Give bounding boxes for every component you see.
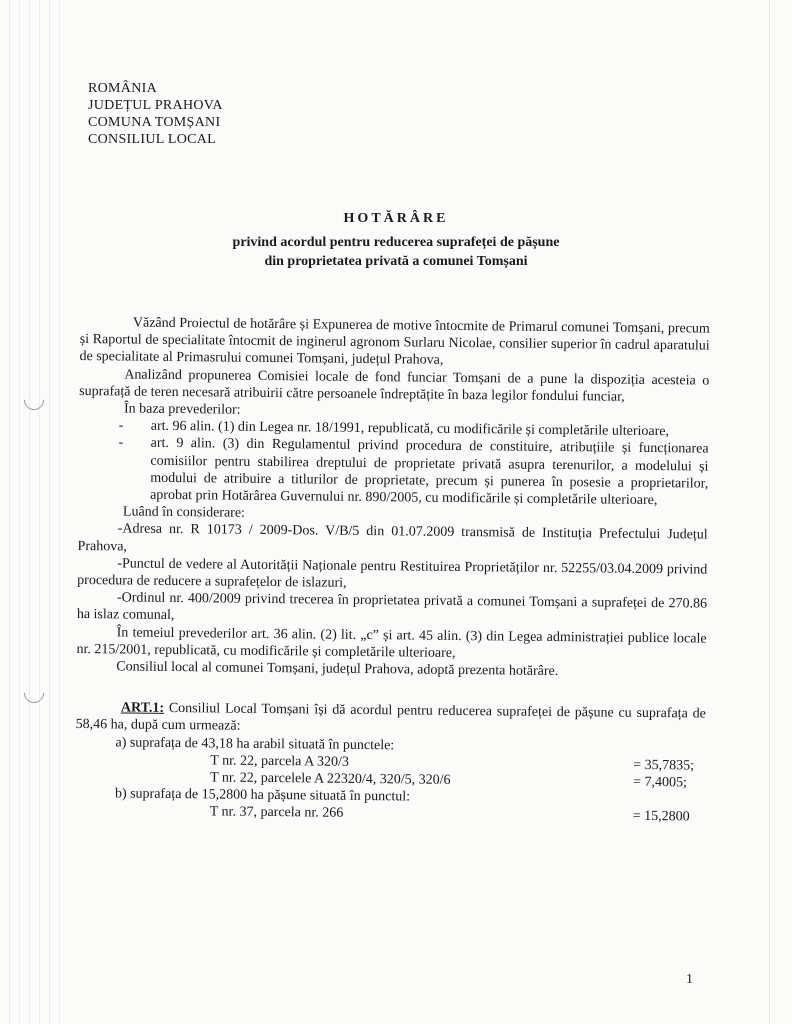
article-label: ART.1: [120, 700, 165, 717]
paragraph: -Ordinul nr. 400/2009 privind trecerea în proprietatea privată a comunei Tomșani a suprafeței de 270.86 ha islaz comunal, [76, 590, 708, 624]
parcel-label: T nr. 22, parcela A 320/3 [210, 753, 349, 770]
paragraph: În baza prevederilor: [123, 401, 241, 418]
header-commune: COMUNA TOMȘANI [88, 115, 221, 130]
parcel-area: = 15,2800 [632, 809, 690, 825]
title-subtitle-1: privind acordul pentru reducerea suprafeței de pășune [232, 235, 560, 250]
paragraph: Consiliul local al comunei Tomșani, județul Prahova, adoptă prezenta hotărâre. [116, 659, 559, 680]
page-number: 1 [686, 972, 693, 987]
paragraph: Luând în considerare: [122, 504, 246, 521]
list-item-text: art. 9 alin. (3) din Regulamentul privind procedura de constituire, atribuțiile și funcționarea comisiilor pentru stabilirea dreptului de proprietate privată asupra terenurilor, a modelului și modului de atribuire a titlurilor de proprietate, precum și punerea în posesie a proprietarilor, aprobat prin Hotărârea Guvernului nr. 890/2005, cu modificările și completările ulterioare, [150, 436, 709, 509]
document-body [75, 314, 710, 826]
header-country: ROMÂNIA [88, 81, 157, 96]
page-edge [769, 0, 770, 1024]
title-main: HOTĂRÂRE [343, 211, 449, 226]
parcel-area: = 7,4005; [633, 774, 687, 791]
list-item-text: art. 96 alin. (1) din Legea nr. 18/1991, republicată, cu modificările și completările ulterioare, [150, 418, 670, 440]
title-subtitle-2: din proprietatea privată a comunei Tomșani [264, 254, 528, 269]
parcel-label: T nr. 22, parcelele A 22320/4, 320/5, 320/6 [210, 770, 451, 788]
document-title [0, 211, 792, 271]
header-county: JUDEȚUL PRAHOVA [88, 98, 223, 113]
paragraph: -Punctul de vedere al Autorității Naționale pentru Restituirea Proprietăților nr. 52255/03.04.2009 privind procedura de reducere a suprafețelor de islazuri, [77, 556, 708, 591]
paragraph: În temeiul prevederilor art. 36 alin. (2) lit. „c” și art. 45 alin. (3) din Legea administrației publice locale nr. 215/2001, republicată, cu modificările și completările ulterioare, [76, 625, 707, 661]
parcel-label: T nr. 37, parcela nr. 266 [209, 804, 344, 822]
document-header [88, 80, 223, 148]
article-point-a: a) suprafața de 43,18 ha arabil situată în punctele: [115, 735, 395, 753]
article-point-b: b) suprafața de 15,2800 ha pășune situată în punctul: [114, 786, 411, 805]
paragraph: Văzând Proiectul de hotărâre și Expunerea de motive întocmite de Primarul comunei Tomșani, precum și Raportul de specialitate întocmit de inginerul agronom Surlaru Nicolae, consilier superior în cadrul aparatului de specialitate al Primasrului comunei Tomșani, județul Prahova, [79, 315, 710, 369]
list-dash: - [118, 435, 124, 451]
list-dash: - [118, 418, 124, 434]
scan-margin-lines [0, 0, 60, 1024]
list-item [78, 434, 709, 509]
parcel-area: = 35,7835; [633, 757, 695, 774]
article-text: Consiliul Local Tomșani își dă acordul pentru reducerea suprafeței de pășune cu suprafața de 58,46 ha, după cum urmează: [75, 701, 706, 735]
paragraph: -Adresa nr. R 10173 / 2009-Dos. V/B/5 din 01.07.2009 transmisă de Instituția Prefectului Județul Prahova, [77, 521, 708, 555]
header-council: CONSILIUL LOCAL [88, 132, 217, 147]
paragraph: Analizând propunerea Comisiei locale de fond funciar Tomșani de a pune la dispoziția acesteia o suprafață de teren necesară atribuirii către persoanele îndreptățite în baza legilor fondului funciar, [79, 367, 710, 405]
